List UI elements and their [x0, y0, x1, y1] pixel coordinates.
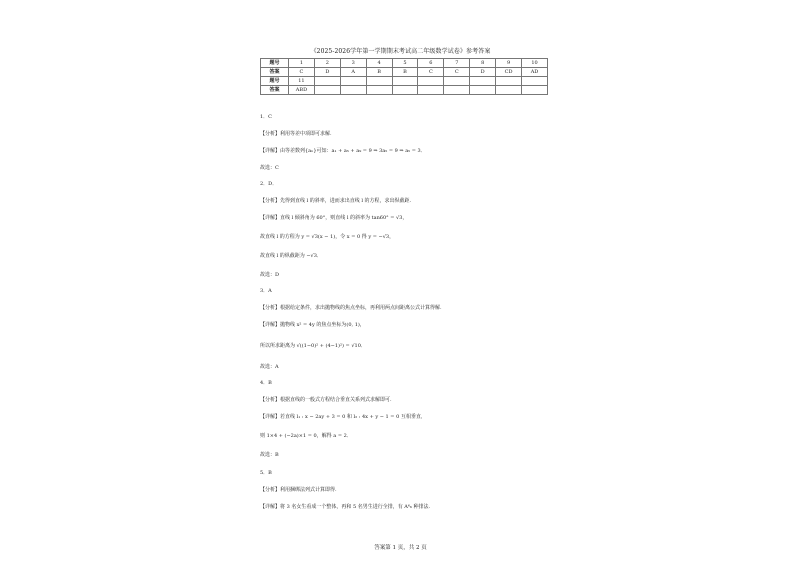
table-cell [496, 77, 522, 86]
answer-table [260, 58, 548, 95]
page-footer: 答案第 1 页，共 2 页 [374, 545, 427, 551]
table-cell: D [470, 68, 496, 77]
solution-line: 【详解】直线 l 倾斜角为 60°，则直线 l 的斜率为 tan60° = √3， [260, 215, 408, 221]
table-cell: B [366, 68, 392, 77]
table-cell [314, 86, 340, 95]
table-cell [340, 77, 366, 86]
table-cell: 8 [470, 59, 496, 68]
table-header-cell: 题号 [261, 77, 289, 86]
table-cell [366, 86, 392, 95]
table-cell [340, 86, 366, 95]
solution-line: 1．C [260, 114, 273, 120]
table-header-cell: 答案 [261, 86, 289, 95]
table-cell: 9 [496, 59, 522, 68]
table-cell: 3 [340, 59, 366, 68]
solution-line: 【详解】将 3 名女生看成一个整体，再和 5 名男生进行全排，有 A⁶₆ 种排法. [260, 504, 431, 510]
table-cell: A [340, 68, 366, 77]
solution-line: 4．B [260, 380, 272, 386]
table-row [261, 86, 548, 95]
table-cell: 11 [289, 77, 315, 86]
table-header-cell: 题号 [261, 59, 289, 68]
table-cell: 4 [366, 59, 392, 68]
table-cell [522, 86, 548, 95]
page-title: 《2025-2026学年第一学期期末考试高二年级数学试卷》参考答案 [310, 48, 491, 55]
solution-line: 5．B [260, 470, 272, 476]
solution-line: 【分析】根据给定条件，求出抛物线的焦点坐标，再利用两点间距离公式计算得解. [260, 305, 442, 311]
table-cell [392, 86, 418, 95]
table-cell: D [314, 68, 340, 77]
table-cell [522, 77, 548, 86]
table-cell [470, 77, 496, 86]
solution-line: 故选：B [260, 452, 279, 458]
table-cell: 6 [418, 59, 444, 68]
solution-line: 【分析】先得到直线 l 的斜率，进而求出直线 l 的方程，求出纵截距. [260, 198, 412, 204]
table-cell: 5 [392, 59, 418, 68]
table-row [261, 59, 548, 68]
solution-line: 3．A [260, 288, 272, 294]
solution-line: 【分析】根据直线的一般式方程结合垂直关系列式求解即可. [260, 397, 392, 403]
table-cell: B [392, 68, 418, 77]
table-cell: CD [496, 68, 522, 77]
solution-line: 2．D． [260, 181, 278, 187]
table-cell [470, 86, 496, 95]
solution-line: 故选：C [260, 165, 279, 171]
table-header-cell: 答案 [261, 68, 289, 77]
answer-page [238, 40, 563, 560]
solution-line: 【详解】抛物线 x² = 4y 的焦点坐标为(0, 1)， [260, 322, 365, 328]
solution-line: 故选：D [260, 272, 280, 278]
solution-line: 【分析】利用捆绑法列式计算即得. [260, 487, 337, 493]
table-cell: C [444, 68, 470, 77]
table-cell: 2 [314, 59, 340, 68]
table-cell: C [289, 68, 315, 77]
table-cell [444, 77, 470, 86]
table-cell [444, 86, 470, 95]
table-row [261, 77, 548, 86]
solution-line: 故选：A [260, 364, 279, 370]
table-cell: 10 [522, 59, 548, 68]
solution-line: 则 1×4 + (−2a)×1 = 0，解得 a = 2． [260, 433, 352, 439]
table-cell [392, 77, 418, 86]
solution-line: 【详解】若直线 l₁ : x − 2ay + 3 = 0 和 l₂ : 4x + y − 1 = 0 互相垂直, [260, 414, 423, 420]
table-cell [496, 86, 522, 95]
solution-line: 故直线 l 的纵截距为 −√3． [260, 253, 322, 259]
table-cell [418, 77, 444, 86]
table-cell: 1 [289, 59, 315, 68]
table-cell: C [418, 68, 444, 77]
solution-line: 所以所求距离为 √((1−0)² + (4−1)²) = √10． [260, 343, 366, 349]
table-cell: ABD [289, 86, 315, 95]
table-cell [418, 86, 444, 95]
solution-line: 故直线 l 的方程为 y = √3(x − 1)，令 x = 0 得 y = −√3， [260, 234, 395, 240]
table-cell: AD [522, 68, 548, 77]
solution-line: 【分析】利用等差中项即可求解. [260, 131, 332, 137]
table-row [261, 68, 548, 77]
table-cell [366, 77, 392, 86]
solution-line: 【详解】由等差数列{aₙ}可知：a₁ + a₅ + a₉ = 9 ⇒ 3a₅ = 9 ⇒ a₅ = 3． [260, 148, 426, 154]
table-cell [314, 77, 340, 86]
table-cell: 7 [444, 59, 470, 68]
